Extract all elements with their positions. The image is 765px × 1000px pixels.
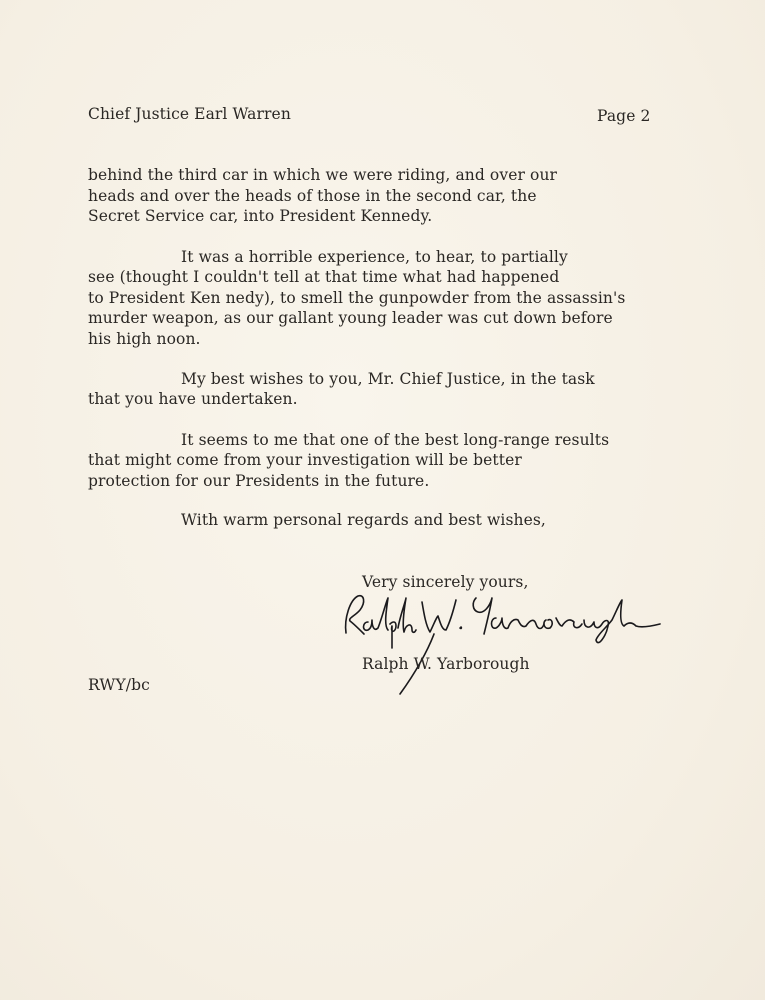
paragraph2-line1: It was a horrible experience, to hear, to partially: [181, 248, 568, 266]
paragraph2-line3: to President Ken nedy), to smell the gunpowder from the assassin's: [88, 289, 626, 307]
paragraph4-line3: protection for our Presidents in the future.: [88, 472, 430, 490]
paragraph1-line1: behind the third car in which we were riding, and over our: [88, 166, 558, 184]
paragraph4-line1: It seems to me that one of the best long-range results: [181, 431, 610, 449]
page-number: Page 2: [597, 107, 651, 125]
paragraph2-line5: his high noon.: [88, 330, 201, 348]
paragraph4-line2: that might come from your investigation will be better: [88, 451, 522, 469]
paragraph2-line2: see (thought I couldn't tell at that time what had happened: [88, 268, 560, 286]
handwritten-signature: [336, 588, 666, 698]
signer-name: Ralph W. Yarborough: [362, 655, 530, 673]
paragraph5-line1: With warm personal regards and best wishes,: [181, 511, 546, 529]
paragraph3-line1: My best wishes to you, Mr. Chief Justice, in the task: [181, 370, 595, 388]
recipient-header: Chief Justice Earl Warren: [88, 105, 291, 123]
closing-salutation: Very sincerely yours,: [362, 573, 529, 591]
reference-initials: RWY/bc: [88, 676, 150, 694]
paragraph2-line4: murder weapon, as our gallant young leader was cut down before: [88, 309, 613, 327]
paragraph3-line2: that you have undertaken.: [88, 390, 298, 408]
paragraph1-line2: heads and over the heads of those in the second car, the: [88, 187, 537, 205]
paragraph1-line3: Secret Service car, into President Kennedy.: [88, 207, 433, 225]
